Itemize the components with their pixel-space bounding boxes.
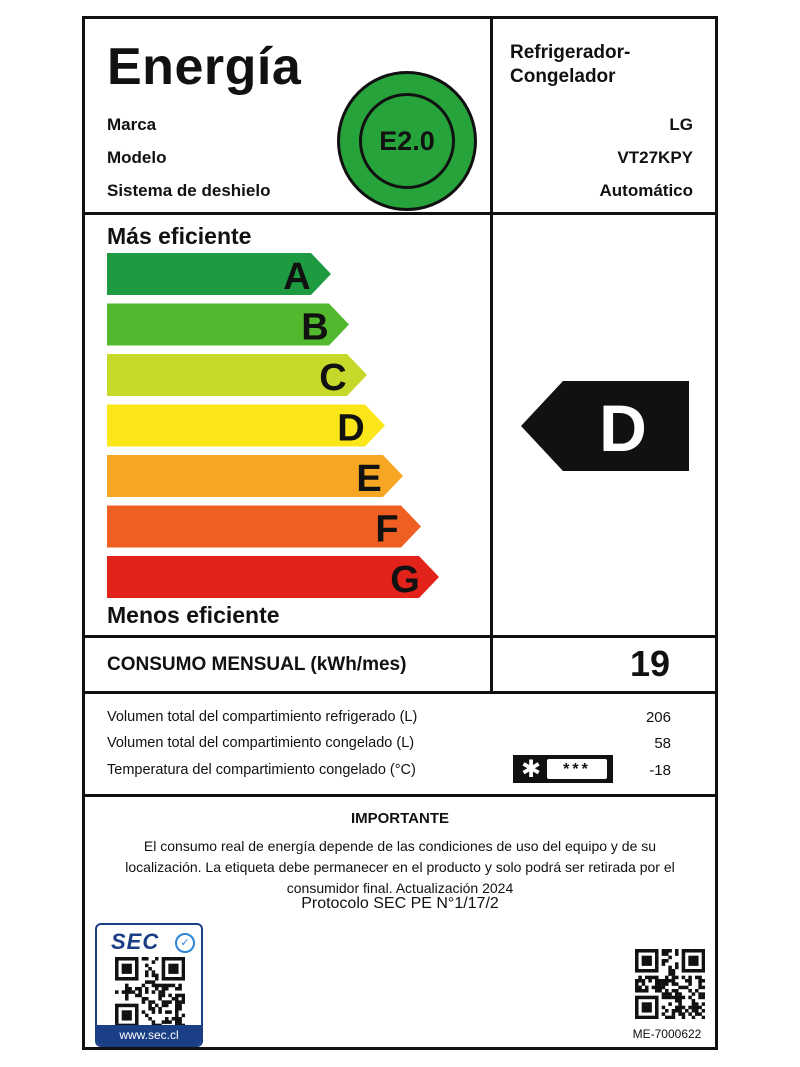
appliance-category — [510, 41, 710, 89]
divider — [490, 212, 493, 694]
freezer-star-rating — [513, 755, 613, 783]
snowflake-icon: ✱ — [521, 756, 542, 783]
divider — [85, 635, 715, 638]
freezer-stars: *** — [547, 759, 607, 779]
most-efficient-label: Más eficiente — [107, 223, 252, 249]
scale-letter-g: G — [390, 559, 420, 601]
efficiency-seal-icon — [337, 71, 477, 211]
defrost-label: Sistema de deshielo — [107, 181, 271, 200]
spec-label-freezer-volume: Volumen total del compartimiento congelado (L) — [107, 735, 415, 751]
efficiency-scale — [85, 249, 485, 604]
energy-label — [82, 16, 718, 1050]
model-value: VT27KPY — [617, 148, 693, 167]
scale-letter-f: F — [375, 508, 399, 551]
rating-arrow — [521, 381, 691, 471]
seal-text: E2.0 — [359, 93, 455, 189]
consumption-value: 19 — [629, 643, 671, 684]
qr-code-icon — [635, 949, 705, 1019]
divider — [490, 19, 493, 214]
spec-value-freezer-volume: 58 — [654, 735, 671, 752]
spec-label-freezer-temp: Temperatura del compartimiento congelado (°C) — [107, 762, 416, 778]
brand-value: LG — [669, 115, 693, 134]
defrost-value: Automático — [599, 181, 693, 200]
sec-logo: SEC — [111, 929, 160, 954]
spec-label-fresh-volume: Volumen total del compartimiento refrigerado (L) — [107, 709, 418, 725]
scale-letter-c: C — [319, 357, 347, 399]
divider — [85, 691, 715, 694]
scale-bar-g — [107, 556, 439, 598]
qr-code-icon — [115, 957, 185, 1027]
scale-letter-a: A — [283, 256, 311, 298]
spec-value-freezer-temp: -18 — [649, 762, 671, 779]
spec-value-fresh-volume: 206 — [645, 709, 671, 726]
brand-label: Marca — [107, 115, 157, 134]
important-text: El consumo real de energía depende de las condiciones de uso del equipo y de su localización. La etiqueta debe permanecer en el producto y solo podrá ser retirada por el consumidor final. Actualización 2024 — [125, 838, 675, 896]
scale-bar-f — [107, 506, 421, 548]
least-efficient-label: Menos eficiente — [107, 602, 280, 628]
label-title: Energía — [107, 38, 302, 96]
appliance-category-line1: Refrigerador- — [510, 42, 631, 63]
divider — [85, 212, 715, 215]
model-label: Modelo — [107, 148, 167, 167]
protocol-text: Protocolo SEC PE N°1/17/2 — [301, 895, 499, 912]
appliance-category-line2: Congelador — [510, 66, 616, 87]
sec-badge — [95, 923, 203, 1047]
important-heading: IMPORTANTE — [350, 810, 450, 827]
consumption-label: CONSUMO MENSUAL (kWh/mes) — [107, 654, 407, 675]
check-icon: ✓ — [175, 933, 195, 953]
sec-url: www.sec.cl — [97, 1025, 201, 1045]
scale-letter-b: B — [301, 306, 329, 349]
rating-letter: D — [599, 391, 647, 465]
label-code: ME-7000622 — [632, 1027, 702, 1041]
divider — [85, 794, 715, 797]
scale-letter-e: E — [356, 458, 382, 500]
scale-letter-d: D — [337, 407, 365, 450]
